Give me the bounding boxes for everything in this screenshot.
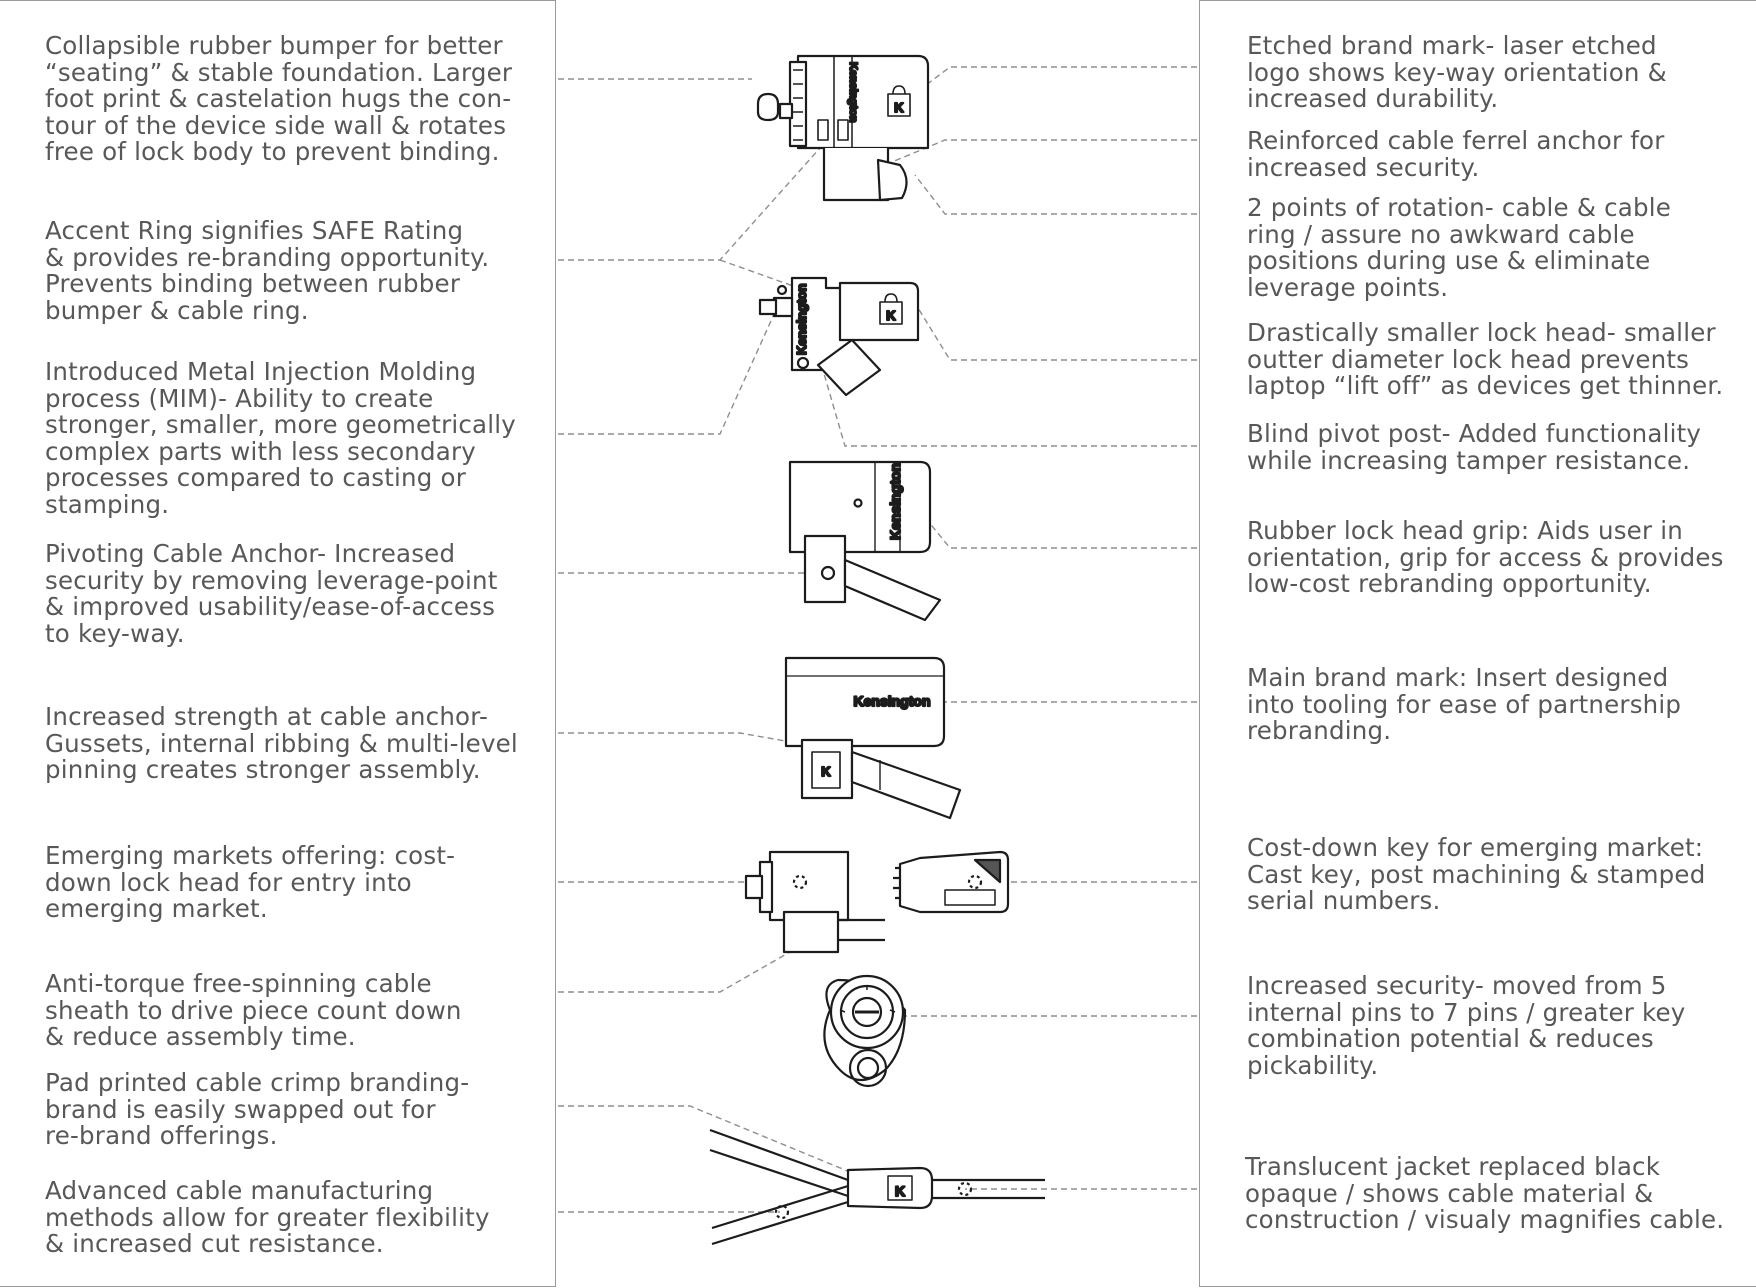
- lock-drawing-emerging: [746, 852, 1008, 952]
- grip-brand-text: Kensington: [887, 463, 903, 540]
- note-pad-printed-crimp: Pad printed cable crimp branding- brand is easily swapped out for re-brand offerings.: [45, 1068, 470, 1150]
- note-reinforced-ferrel: Reinforced cable ferrel anchor for increased security.: [1247, 126, 1665, 182]
- note-emerging-markets: Emerging markets offering: cost- down lock head for entry into emerging market.: [45, 841, 456, 923]
- note-accent-ring: Accent Ring signifies SAFE Rating & provides re-branding opportunity. Prevents binding between rubber bumper & cable ring.: [45, 216, 490, 325]
- note-rubber-grip: Rubber lock head grip: Aids user in orientation, grip for access & provides low-cost rebranding opportunity.: [1247, 516, 1724, 598]
- side-brand-text: Kensington: [847, 62, 859, 123]
- etched-k-mark-3: K: [821, 764, 831, 779]
- lock-drawing-grip: [790, 462, 940, 620]
- etched-k-mark-2: K: [886, 308, 896, 323]
- lock-drawing-keyway: [824, 976, 905, 1086]
- note-smaller-lock-head: Drastically smaller lock head- smaller outter diameter lock head prevents laptop “lift off” as devices get thinner.: [1247, 318, 1724, 400]
- note-seven-pins: Increased security- moved from 5 internal pins to 7 pins / greater key combination potential & reduces pickability.: [1247, 971, 1686, 1080]
- etched-k-mark-1: K: [894, 100, 904, 115]
- tilted-brand-text: Kensington: [794, 283, 809, 355]
- lock-drawing-tilted-anchor: [760, 278, 918, 395]
- note-anti-torque-sheath: Anti-torque free-spinning cable sheath to drive piece count down & reduce assembly time.: [45, 969, 462, 1051]
- note-translucent-jacket: Translucent jacket replaced black opaque / shows cable material & construction / visualy magnifies cable.: [1245, 1152, 1725, 1234]
- note-etched-brand-mark: Etched brand mark- laser etched logo shows key-way orientation & increased durability.: [1247, 31, 1667, 113]
- note-cost-down-key: Cost-down key for emerging market: Cast key, post machining & stamped serial numbers.: [1247, 833, 1706, 915]
- lock-drawing-bumper: [758, 56, 928, 200]
- note-advanced-cable: Advanced cable manufacturing methods allow for greater flexibility & increased cut resistance.: [45, 1176, 490, 1258]
- lock-drawing-cable: [710, 1130, 1045, 1244]
- crimp-k-mark: K: [894, 1183, 906, 1199]
- lock-drawing-main-brand: [786, 658, 960, 818]
- note-metal-injection-molding: Introduced Metal Injection Molding process (MIM)- Ability to create stronger, smaller, more geometrically complex parts with less secondary processes compared to casting or stamping.: [45, 357, 516, 519]
- note-rotation-points: 2 points of rotation- cable & cable ring / assure no awkward cable positions during use & eliminate leverage points.: [1247, 193, 1672, 302]
- note-cable-anchor-strength: Increased strength at cable anchor- Gussets, internal ribbing & multi-level pinning creates stronger assembly.: [45, 702, 518, 784]
- note-rubber-bumper: Collapsible rubber bumper for better “seating” & stable foundation. Larger foot print & castelation hugs the con- tour of the device side wall & rotates free of lock body to prevent binding.: [45, 31, 513, 166]
- main-brand-text: Kensington: [853, 693, 931, 709]
- note-main-brand-mark: Main brand mark: Insert designed into tooling for ease of partnership rebranding.: [1247, 663, 1682, 745]
- note-pivoting-cable-anchor: Pivoting Cable Anchor- Increased security by removing leverage-point & improved usability/ease-of-access to key-way.: [45, 539, 498, 648]
- note-blind-pivot-post: Blind pivot post- Added functionality while increasing tamper resistance.: [1247, 419, 1702, 475]
